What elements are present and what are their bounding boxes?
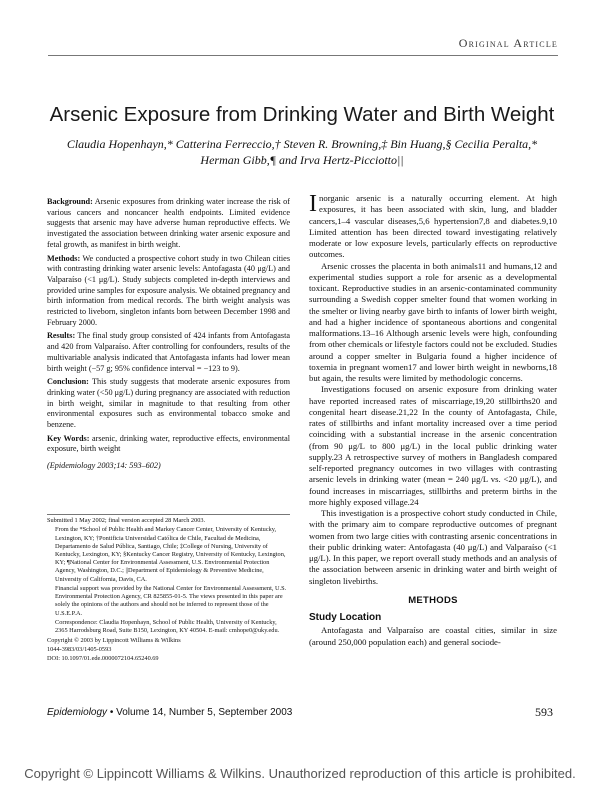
body-text bbox=[309, 193, 557, 648]
body-paragraph-2: Arsenic crosses the placenta in both animals11 and humans,12 and experimental studies support a role for arsenic as a developmental toxicant. Reproductive studies in an arsenic-contaminated community surrounding a Swedish copper smelter found that women working in the smelter or living nearby gave birth to infants of lower birth weight, and had a higher incidence of spontaneous abortions and congenital malformations.13–16 Although arsenic levels were high, confounding from other chemicals or lifestyle factors could not be excluded. Studies around a copper smelter in Bulgaria found a higher incidence of toxemia in pregnant women17 and lower birth weight in newborns,18 but again, the results were limited by methodologic concerns. bbox=[309, 260, 557, 383]
footnote-doi: DOI: 10.1097/01.ede.0000072104.65240.69 bbox=[47, 655, 159, 663]
body-paragraph-4: This investigation is a prospective cohort study conducted in Chile, with the primary aim to compare reproductive outcomes of pregnant women from two large cities with contrasting arsenic concentrations in their public drinking water: Antofagasta (40 μg/L) and Valparaíso (<1 μg/L). In this paper, we report overall study methods and an analysis of the association between arsenic in drinking water and birth weight of singleton livebirths. bbox=[309, 508, 557, 586]
footnote-correspondence: Correspondence: Claudia Hopenhayn, School of Public Health, University of Kentucky, 2365 Harrodsburg Road, Suite B150, Lexington, KY 40504. E-mail: cmhope0@uky.edu. bbox=[55, 619, 280, 635]
author-list bbox=[44, 136, 560, 168]
drop-cap: I bbox=[309, 191, 317, 217]
journal-issue: • Volume 14, Number 5, September 2003 bbox=[107, 707, 293, 718]
abstract-citation: (Epidemiology 2003;14: 593–602) bbox=[47, 461, 161, 471]
footnote-rule bbox=[47, 514, 290, 515]
abstract-keywords-label: Key Words: bbox=[47, 433, 90, 443]
body-paragraph-1-text: norganic arsenic is a naturally occurring element. At high exposures, it has been associated with skin, lung, and bladder cancers,1–4 vascular diseases,5,6 hypertension7,8 and diabetes.9,10 Limited attention has been directed toward investigating relatively moderate or low exposure levels, particularly effects on reproductive outcomes. bbox=[309, 193, 557, 260]
footnote-submitted: Submitted 1 May 2002; final version accepted 28 March 2003. bbox=[47, 517, 206, 524]
abstract-conclusion-label: Conclusion: bbox=[47, 377, 89, 387]
journal-name: Epidemiology bbox=[47, 707, 108, 718]
footnote-copyright: Copyright © 2003 by Lippincott Williams & Wilkins bbox=[47, 636, 181, 644]
abstract bbox=[47, 197, 290, 475]
footnote-issn: 1044-3983/03/1405-0593 bbox=[47, 645, 112, 653]
article-title: Arsenic Exposure from Drinking Water and Birth Weight bbox=[49, 103, 555, 126]
footnotes bbox=[47, 517, 290, 665]
header-rule bbox=[48, 55, 558, 56]
authors-line-1: Claudia Hopenhayn,* Catterina Ferreccio,† Steven R. Browning,‡ Bin Huang,§ Cecilia Peralta,* bbox=[66, 137, 538, 151]
abstract-keywords-text: arsenic, drinking water, reproductive effects, environmental exposure, birth weight bbox=[47, 433, 290, 454]
abstract-methods bbox=[47, 254, 290, 329]
section-header: Original Article bbox=[458, 36, 558, 50]
abstract-background-label: Background: bbox=[47, 197, 93, 206]
abstract-conclusion bbox=[47, 377, 290, 431]
methods-heading: METHODS bbox=[408, 594, 458, 606]
abstract-background bbox=[47, 197, 290, 251]
body-paragraph-1 bbox=[309, 193, 557, 261]
study-location-heading: Study Location bbox=[309, 612, 382, 623]
abstract-background-text: Arsenic exposures from drinking water increase the risk of various cancers and noncancer health endpoints. Limited evidence suggests that arsenic may have adverse human reproductive effects. We investigated the association between drinking water arsenic exposure and fetal growth, as manifest in birth weight. bbox=[47, 197, 290, 249]
abstract-methods-label: Methods: bbox=[47, 253, 81, 263]
body-paragraph-3: Investigations focused on arsenic exposure from drinking water have reported increased rates of miscarriage,19,20 stillbirths20 and congenital heart disease.21,22 In the county of Antofagasta, Chile, rates of stillbirths and infant mortality increased over a time period coinciding with a substantial increase in the arsenic concentration (from 90 μg/L to 800 μg/L) in the local public drinking water supply.23 A retrospective survey of mothers in Bangladesh compared self-reported pregnancy outcomes in two villages with contrasting arsenic levels in drinking water (mean = 240 μg/L vs. <20 μg/L), and found increases in miscarriages, stillbirths and preterm births in the more highly exposed village.24 bbox=[309, 384, 557, 507]
abstract-results bbox=[47, 331, 290, 374]
abstract-methods-text: We conducted a prospective cohort study in two Chilean cities with contrasting drinking water arsenic levels: Antofagasta (40 μg/L) and Valparaíso (<1 μg/L). Study subjects completed in-depth interviews and provided urine samples for exposure analysis. We obtained pregnancy and birth information from medical records. The birth weight analysis was restricted to liveborn, singleton infants born between December 1998 and February 2000. bbox=[47, 253, 291, 327]
authors-line-2: Herman Gibb,¶ and Irva Hertz-Picciotto|| bbox=[200, 153, 404, 167]
page-number: 593 bbox=[535, 705, 553, 719]
abstract-results-text: The final study group consisted of 424 infants from Antofagasta and 420 from Valparaíso. After controlling for confounders, results of the multivariable analysis indicated that Antofagasta infants had lower mean birth weight (−57 g; 95% confidence interval = −123 to 9). bbox=[47, 331, 290, 373]
abstract-conclusion-text: This study suggests that moderate arsenic exposures from drinking water (<50 μg/L) during pregnancy are associated with reduction in birth weight, similar in magnitude to that resulting from other environmental exposures such as environmental tobacco smoke and benzene. bbox=[47, 377, 290, 430]
journal-footer bbox=[47, 707, 292, 718]
footnote-funding: Financial support was provided by the National Center for Environmental Assessment, U.S. Environmental Protection Agency, CR 825855-01-5. The views presented in this paper are solely the opinions of the authors and should not be inferred to represent those of the U.S.E.P.A. bbox=[55, 585, 287, 617]
copyright-banner: Copyright © Lippincott Williams & Wilkins. Unauthorized reproduction of this article is prohibited. bbox=[24, 766, 576, 781]
footnote-affiliations: From the *School of Public Health and Markey Cancer Center, University of Kentucky, Lexington, KY; †Pontificia Universidad Católica de Chile, Facultad de Medicina, Departamento de Salud Pública, Santiago, Chile; ‡College of Nursing, University of Kentucky, Lexington, KY; §Kentucky Cancer Registry, University of Kentucky, Lexington, KY; ¶National Center for Environmental Assessment, U.S. Environmental Protection Agency, Washington, D.C.; ||Department of Epidemiology & Preventive Medicine, University of California, Davis, CA. bbox=[55, 526, 286, 583]
abstract-keywords bbox=[47, 434, 290, 455]
abstract-results-label: Results: bbox=[47, 331, 76, 341]
body-paragraph-5: Antofagasta and Valparaíso are coastal cities, similar in size (around 250,000 population each) and general sociode- bbox=[309, 625, 557, 647]
